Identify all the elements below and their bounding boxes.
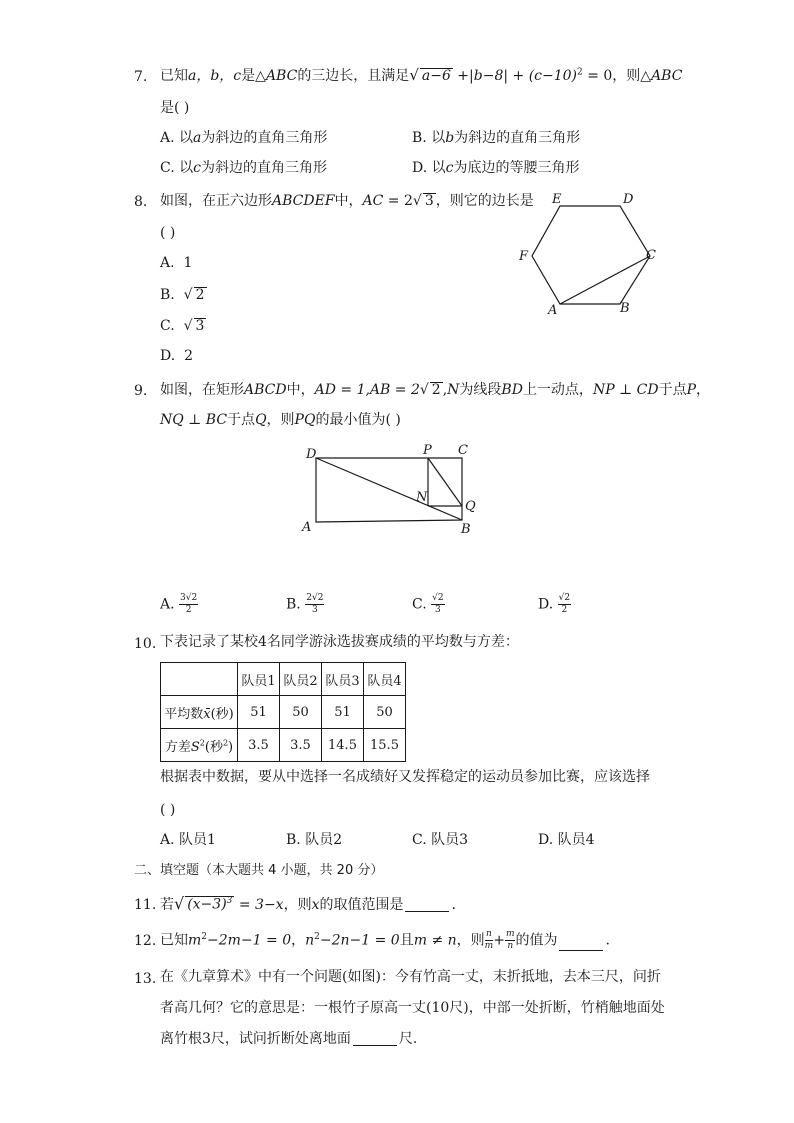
option-d[interactable]: D. $\frac{√2}{2}$ [538, 593, 571, 615]
label-c: C [458, 443, 468, 458]
label-f: F [519, 249, 529, 264]
label-b: B [620, 301, 630, 316]
option-a[interactable]: A. $\frac{3√2}{2}$ [160, 593, 198, 615]
option-b[interactable]: B. $\frac{2√2}{3}$ [286, 593, 324, 615]
diagonal-ac [560, 256, 650, 304]
question-13-line1: 在《九章算术》中有一个问题(如图)：今有竹高一丈，末折抵地，去本三尺，问折 [160, 969, 661, 985]
option-b[interactable]: B. √ 2 [160, 287, 205, 303]
section-heading: 二、填空题（本大题共 4 小题，共 20 分） [134, 863, 384, 878]
segment-pq [428, 458, 462, 506]
answer-blank[interactable] [405, 899, 449, 912]
question-9-stem-line2: NQ ⊥ BC于点Q，则PQ的最小值为( ) [160, 412, 401, 428]
table-header-cell: 队员2 [280, 663, 322, 696]
option-a[interactable]: A. 以a为斜边的直角三角形 [160, 130, 328, 146]
question-number: 9. [134, 383, 148, 399]
label-c: C [646, 248, 656, 263]
option-c[interactable]: C. $\frac{√2}{3}$ [412, 593, 444, 615]
option-d[interactable]: D. 以c为底边的等腰三角形 [412, 160, 580, 176]
table-cell: 15.5 [364, 729, 406, 762]
rectangle-figure [296, 440, 496, 540]
option-c[interactable]: C. 以c为斜边的直角三角形 [160, 160, 327, 176]
table-cell: 14.5 [322, 729, 364, 762]
option-d[interactable]: D. 2 [160, 348, 194, 364]
diagonal-bd [316, 458, 462, 520]
table-row [161, 696, 406, 729]
label-a: A [548, 303, 558, 318]
hexagon-shape [532, 206, 650, 304]
label-d: D [306, 447, 317, 462]
label-a: A [302, 520, 312, 535]
row-label: 方差$S^2$(秒$^2$) [161, 729, 238, 762]
question-number: 11. [134, 897, 157, 913]
option-b[interactable]: B. 以b为斜边的直角三角形 [412, 130, 581, 146]
option-a[interactable]: A. 1 [160, 255, 193, 271]
question-number: 7. [134, 69, 148, 85]
table-header-cell: 队员4 [364, 663, 406, 696]
option-d[interactable]: D. 队员4 [538, 832, 595, 848]
hexagon-figure [510, 186, 670, 321]
table-header-cell [161, 663, 238, 696]
question-8-stem: 如图，在正六边形ABCDEF中，AC = 2√ 3 ，则它的边长是 [160, 193, 534, 209]
table-cell: 51 [322, 696, 364, 729]
row-label: 平均数x̄(秒) [161, 696, 238, 729]
table-cell: 50 [364, 696, 406, 729]
table-row [161, 729, 406, 762]
question-12-stem: 已知$m^2-2m-1 = 0$，$n^2-2n-1 = 0$且m ≠ n，则 $\frac{n}{m}$ + $\frac{m}{n}$ 的值为 . [160, 929, 610, 951]
option-b[interactable]: B. 队员2 [286, 832, 343, 848]
table-header-cell: 队员3 [322, 663, 364, 696]
label-e: E [552, 192, 562, 207]
table-cell: 51 [238, 696, 280, 729]
question-8-paren: ( ) [160, 225, 176, 241]
question-10-paren: ( ) [160, 802, 176, 818]
scores-table [160, 662, 406, 762]
option-c[interactable]: C. √ 3 [160, 318, 205, 334]
question-13-line3: 离竹根3尺，试问折断处离地面 尺. [160, 1031, 418, 1047]
table-cell: 50 [280, 696, 322, 729]
answer-blank[interactable] [559, 938, 603, 951]
label-b: B [461, 522, 471, 537]
question-11-stem: 若√ $(x-3)^3 = 3-x$，则x的取值范围是 . [160, 894, 456, 913]
label-p: P [423, 443, 432, 458]
table-cell: 3.5 [280, 729, 322, 762]
table-header-cell: 队员1 [238, 663, 280, 696]
question-10-prompt: 根据表中数据，要从中选择一名成绩好又发挥稳定的运动员参加比赛，应该选择 [160, 769, 650, 785]
option-a[interactable]: A. 队员1 [160, 832, 216, 848]
question-number: 12. [134, 933, 157, 949]
option-c[interactable]: C. 队员3 [412, 832, 469, 848]
label-q: Q [465, 499, 476, 514]
question-9-stem: 如图，在矩形ABCD中，AD = 1,AB = 2√ 2 ,N为线段BD上一动点，NP ⊥ CD于点P， [160, 382, 711, 398]
question-number: 13. [134, 971, 157, 987]
question-13-line2: 者高几何？它的意思是：一根竹子原高一丈(10尺)，中部一处折断，竹梢触地面处 [160, 1000, 665, 1016]
answer-blank[interactable] [353, 1033, 397, 1046]
question-7-stem-line2: 是( ) [160, 100, 190, 116]
question-number: 8. [134, 194, 148, 210]
table-cell: 3.5 [238, 729, 280, 762]
label-n: N [416, 490, 428, 505]
label-d: D [623, 192, 634, 207]
table-header-row [161, 663, 406, 696]
question-number: 10. [134, 636, 157, 652]
question-10-intro: 下表记录了某校4名同学游泳选拔赛成绩的平均数与方差： [160, 634, 519, 650]
question-7-stem: 已知a，b，c是△ABC的三边长，且满足√ $a-6 +|b-8| + (c-10)^2 = 0$，则△ABC [160, 66, 683, 84]
